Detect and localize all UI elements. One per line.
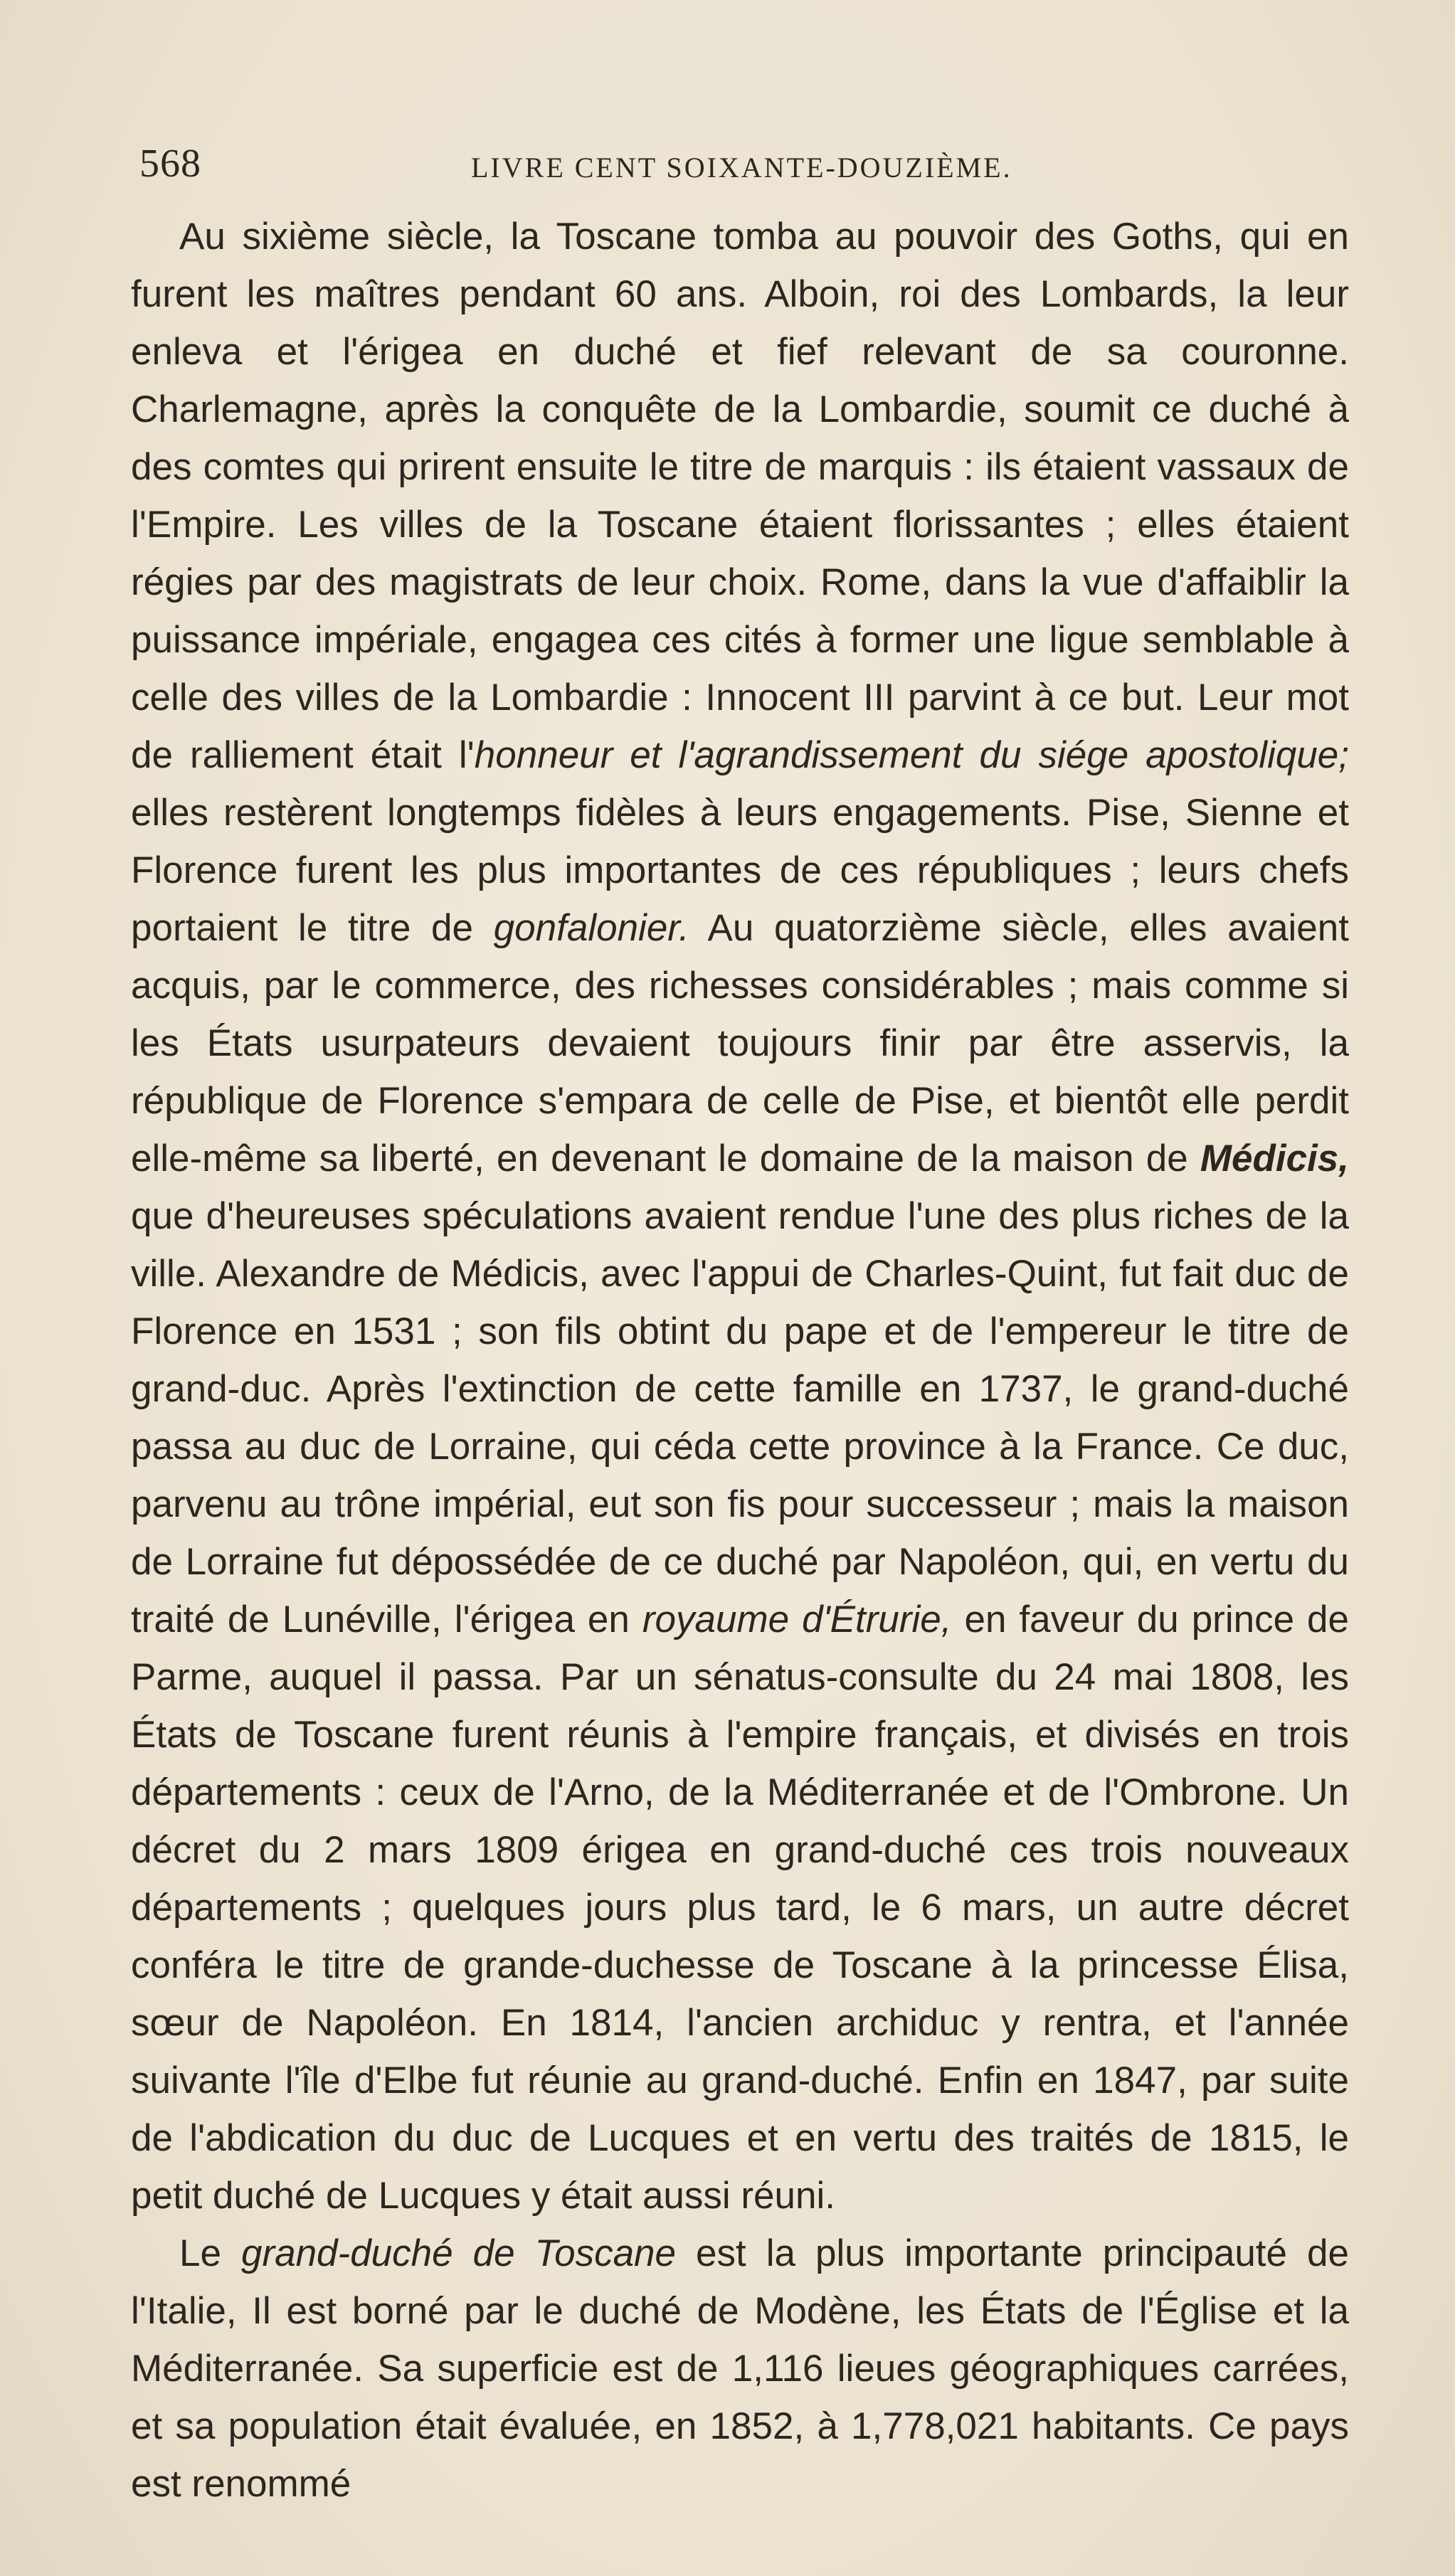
text-segment: que d'heureuses spéculations avaient rendue l'une des plus riches de la ville. Alexandre de Médicis, avec l'appui de Charles-Quint, fut fait duc de Florence en 1531 ; son fils obtint du pape et de l'empereur le titre de grand-duc. Après l'extinction de cette famille en 1737, le grand-duché passa au duc de Lorraine, qui céda cette province à la France. Ce duc, parvenu au trône impérial, eut son fis pour successeur ; mais la maison de Lorraine fut dépossédée de ce duché par Napoléon, qui, en vertu du traité de Lunéville, l'érigea en <box>131 1195 1349 1641</box>
text-segment: elles restèrent longtemps fidèles à leurs engagements. Pise, Sienne et Florence furent les plus importantes de ces républiques ; leurs chefs portaient le titre de <box>131 792 1349 949</box>
text-segment: est la plus importante principauté de l'Italie, Il est borné par le duché de Modène, les États de l'Église et la Méditerranée. Sa superficie est de 1,116 lieues géographiques carrées, et sa population était évaluée, en 1852, à 1,778,021 habitants. Ce pays est renommé <box>131 2232 1349 2505</box>
italic-term-gonfalonier: gonfalonier. <box>493 907 689 949</box>
paragraph-goths-to-lucques <box>131 208 1349 2225</box>
paragraph-grand-duche <box>131 2225 1349 2513</box>
running-head: LIVRE CENT SOIXANTE-DOUZIÈME. <box>471 152 1012 184</box>
text-segment: Au sixième siècle, la Toscane tomba au pouvoir des Goths, qui en furent les maîtres pendant 60 ans. Alboin, roi des Lombards, la leur enleva et l'érigea en duché et fief relevant de sa couronne. Charlemagne, après la conquête de la Lombardie, soumit ce duché à des comtes qui prirent ensuite le titre de marquis : ils étaient vassaux de l'Empire. Les villes de la Toscane étaient florissantes ; elles étaient régies par des magistrats de leur choix. Rome, dans la vue d'affaiblir la puissance impériale, engagea ces cités à former une ligue semblable à celle des villes de la Lombardie : Innocent III parvint à ce but. Leur mot de ralliement était l' <box>131 216 1349 776</box>
italic-grand-duche-de-toscane: grand-duché de Toscane <box>240 2232 677 2274</box>
bold-italic-medicis: Médicis, <box>1200 1138 1349 1180</box>
page-header <box>139 141 1349 191</box>
italic-phrase-honneur: honneur et l'agrandissement du siége apostolique; <box>474 734 1350 776</box>
page-number: 568 <box>139 142 201 186</box>
body-text <box>131 208 1349 2513</box>
text-segment: en faveur du prince de Parme, auquel il passa. Par un sénatus-consulte du 24 mai 1808, les États de Toscane furent réunis à l'empire français, et divisés en trois départements : ceux de l'Arno, de la Méditerranée et de l'Ombrone. Un décret du 2 mars 1809 érigea en grand-duché ces trois nouveaux départements ; quelques jours plus tard, le 6 mars, un autre décret conféra le titre de grande-duchesse de Toscane à la princesse Élisa, sœur de Napoléon. En 1814, l'ancien archiduc y rentra, et l'année suivante l'île d'Elbe fut réunie au grand-duché. Enfin en 1847, par suite de l'abdication du duc de Lucques et en vertu des traités de 1815, le petit duché de Lucques y était aussi réuni. <box>131 1599 1349 2217</box>
italic-royaume-etrurie: royaume d'Étrurie, <box>642 1599 952 1641</box>
text-segment: Le <box>179 2232 241 2274</box>
text-segment: Au quatorzième siècle, elles avaient acquis, par le commerce, des richesses considérables ; mais comme si les États usurpateurs devaient toujours finir par être asservis, la république de Florence s'empara de celle de Pise, et bientôt elle perdit elle-même sa liberté, en devenant le domaine de la maison de <box>131 907 1349 1180</box>
